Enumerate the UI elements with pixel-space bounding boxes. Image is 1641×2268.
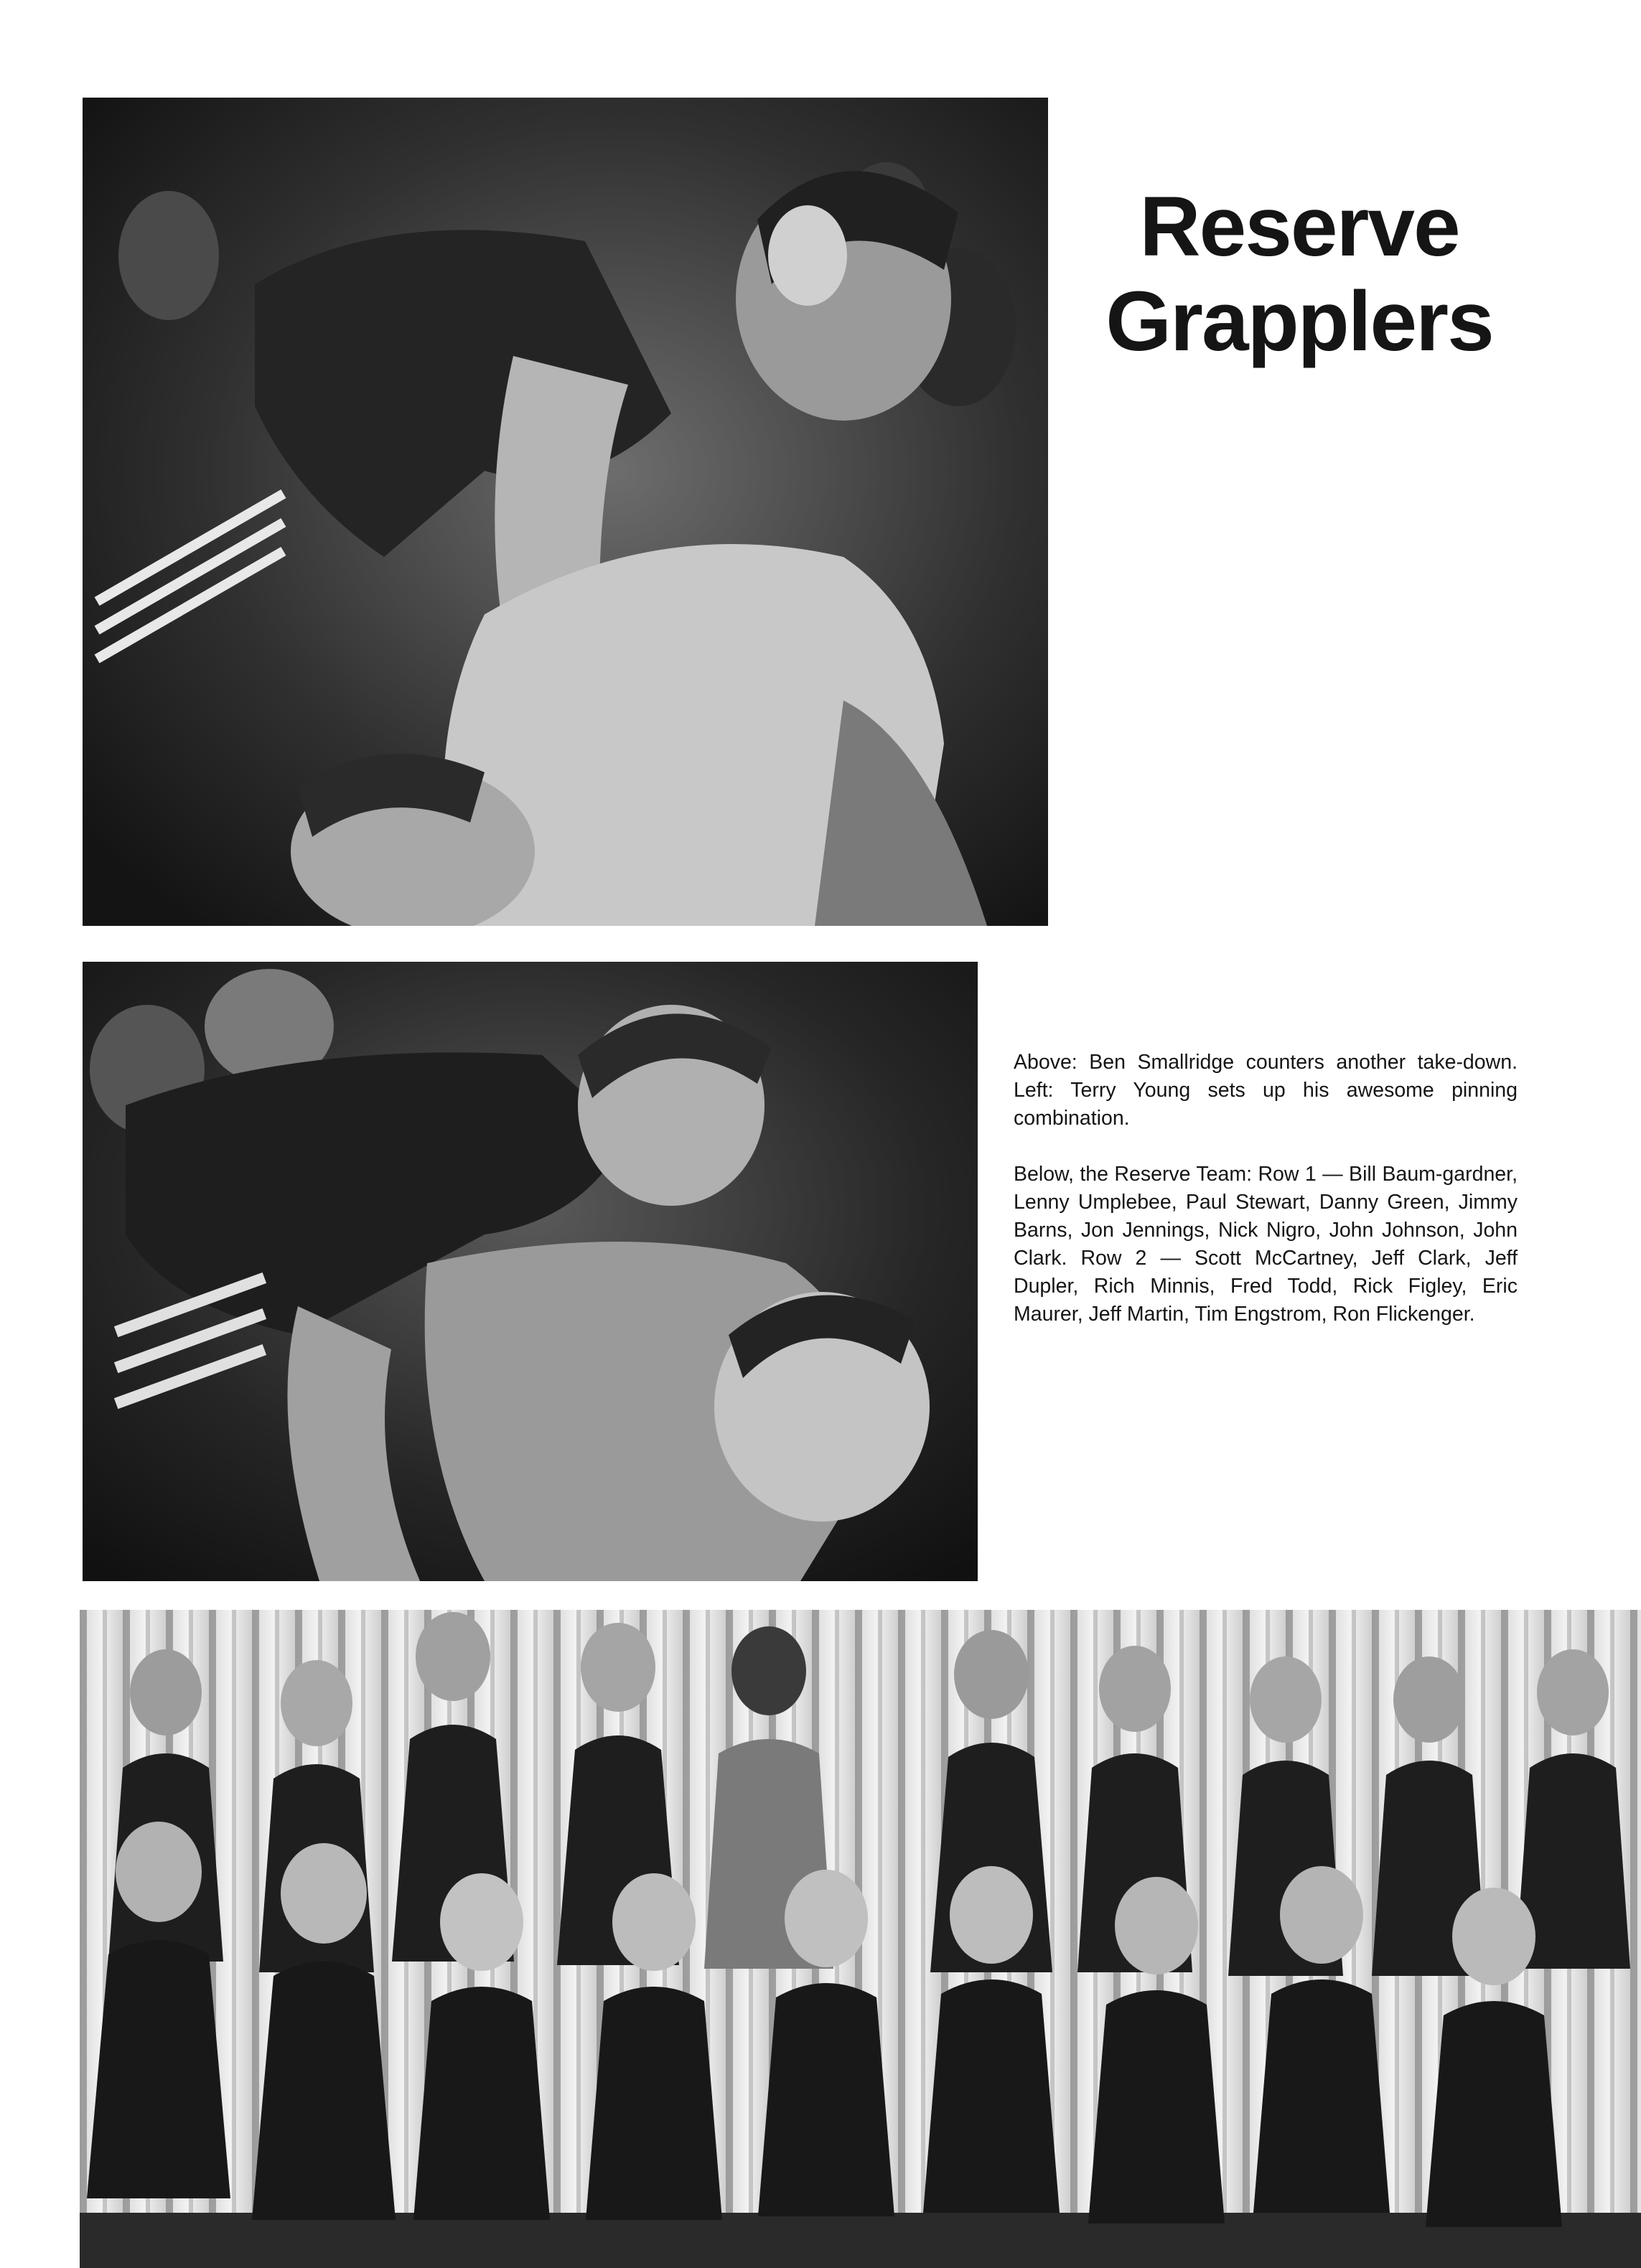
team-photo-image — [80, 1610, 1641, 2268]
team-photo — [80, 1610, 1641, 2268]
page-title-line-1: Reserve — [1139, 179, 1459, 274]
wrestling-photo-top — [83, 98, 1048, 926]
caption-paragraph-2: Below, the Reserve Team: Row 1 — Bill Baum-gardner, Lenny Umplebee, Paul Stewart, Danny Green, Jimmy Barns, Jon Jennings, Nick Nigro, John Johnson, John Clark. Row 2 — Scott McCartney, Jeff Clark, Jeff Dupler, Rich Minnis, Fred Todd, Rick Figley, Eric Maurer, Jeff Martin, Tim Engstrom, Ron Flickenger. — [1014, 1163, 1518, 1326]
page-title — [1077, 179, 1522, 369]
page-title-line-2: Grapplers — [1105, 274, 1493, 369]
caption-paragraph-1: Above: Ben Smallridge counters another take-down. Left: Terry Young sets up his awesome pinning combination. — [1014, 1051, 1518, 1130]
wrestling-photo-top-image — [83, 98, 1048, 926]
team-front-row — [87, 1822, 1562, 2227]
photo-caption — [1014, 1049, 1518, 1356]
wrestling-photo-middle-image — [83, 962, 978, 1581]
wrestling-photo-middle — [83, 962, 978, 1581]
